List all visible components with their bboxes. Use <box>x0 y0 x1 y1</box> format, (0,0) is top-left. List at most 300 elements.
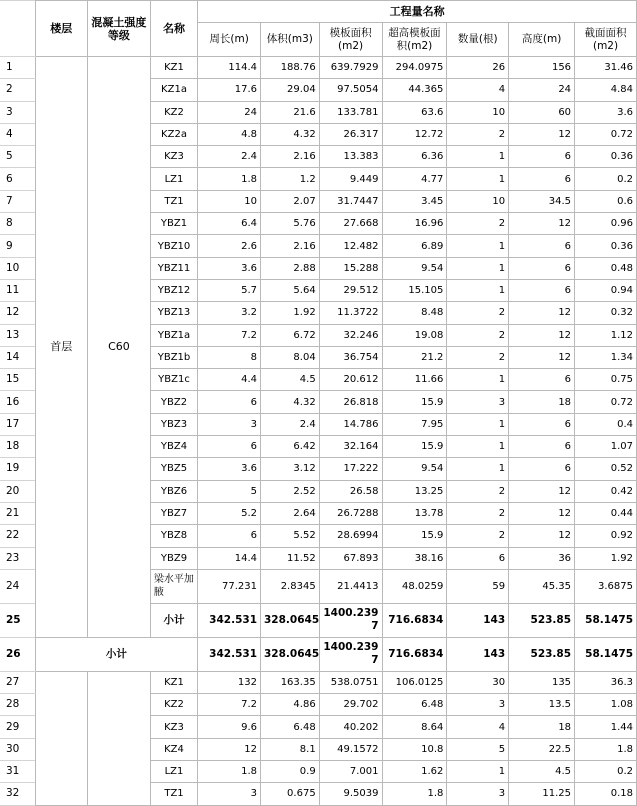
value-cell: 5.76 <box>261 213 320 235</box>
row-number: 19 <box>0 458 35 480</box>
row-number: 1 <box>0 57 35 79</box>
row-number: 27 <box>0 671 35 693</box>
value-cell: 6.48 <box>382 694 447 716</box>
value-cell: 523.85 <box>509 603 575 637</box>
component-name: YBZ13 <box>150 302 197 324</box>
value-cell: 36 <box>509 547 575 569</box>
value-cell: 6 <box>509 146 575 168</box>
value-cell: 8 <box>198 346 261 368</box>
header-group: 工程量名称 <box>198 1 637 23</box>
value-cell: 1 <box>447 257 509 279</box>
value-cell: 16.96 <box>382 213 447 235</box>
value-cell: 0.42 <box>575 480 637 502</box>
value-cell: 2.16 <box>261 146 320 168</box>
value-cell: 0.18 <box>575 783 637 805</box>
value-cell: 17.222 <box>319 458 382 480</box>
value-cell: 2 <box>447 213 509 235</box>
value-cell: 17.6 <box>198 79 261 101</box>
value-cell: 12 <box>509 525 575 547</box>
value-cell: 1.92 <box>575 547 637 569</box>
floor-cell <box>35 671 88 805</box>
component-name: LZ1 <box>150 761 197 783</box>
row-number: 4 <box>0 123 35 145</box>
value-cell: 6.42 <box>261 436 320 458</box>
row-number: 9 <box>0 235 35 257</box>
value-cell: 2.6 <box>198 235 261 257</box>
value-cell: 38.16 <box>382 547 447 569</box>
row-header-corner <box>0 1 35 57</box>
value-cell: 44.365 <box>382 79 447 101</box>
value-cell: 40.202 <box>319 716 382 738</box>
component-name: YBZ1c <box>150 369 197 391</box>
value-cell: 13.78 <box>382 502 447 524</box>
value-cell: 3.45 <box>382 190 447 212</box>
value-cell: 58.1475 <box>575 637 637 671</box>
component-name: YBZ4 <box>150 436 197 458</box>
row-number: 22 <box>0 525 35 547</box>
row-number: 14 <box>0 346 35 368</box>
value-cell: 36.754 <box>319 346 382 368</box>
value-cell: 6 <box>509 413 575 435</box>
value-cell: 12 <box>509 502 575 524</box>
component-name: KZ4 <box>150 738 197 760</box>
value-cell: 0.48 <box>575 257 637 279</box>
value-cell: 114.4 <box>198 57 261 79</box>
value-cell: 32.246 <box>319 324 382 346</box>
value-cell: 7.2 <box>198 694 261 716</box>
value-cell: 12.482 <box>319 235 382 257</box>
value-cell: 15.9 <box>382 391 447 413</box>
value-cell: 2 <box>447 302 509 324</box>
value-cell: 4.84 <box>575 79 637 101</box>
value-cell: 12.72 <box>382 123 447 145</box>
row-number: 13 <box>0 324 35 346</box>
header-section: 截面面积(m2) <box>575 23 637 57</box>
component-name: YBZ12 <box>150 279 197 301</box>
value-cell: 21.2 <box>382 346 447 368</box>
value-cell: 58.1475 <box>575 603 637 637</box>
component-name: KZ3 <box>150 146 197 168</box>
value-cell: 0.2 <box>575 761 637 783</box>
value-cell: 0.92 <box>575 525 637 547</box>
value-cell: 29.702 <box>319 694 382 716</box>
header-row-1 <box>0 1 637 23</box>
value-cell: 26 <box>447 57 509 79</box>
value-cell: 1400.2397 <box>319 637 382 671</box>
component-name: TZ1 <box>150 190 197 212</box>
value-cell: 6 <box>509 458 575 480</box>
value-cell: 10 <box>198 190 261 212</box>
value-cell: 6 <box>198 391 261 413</box>
value-cell: 13.383 <box>319 146 382 168</box>
value-cell: 7.001 <box>319 761 382 783</box>
value-cell: 1.8 <box>382 783 447 805</box>
value-cell: 2 <box>447 346 509 368</box>
value-cell: 28.6994 <box>319 525 382 547</box>
component-name: YBZ7 <box>150 502 197 524</box>
value-cell: 1 <box>447 279 509 301</box>
row-number: 23 <box>0 547 35 569</box>
value-cell: 24 <box>198 101 261 123</box>
value-cell: 5.2 <box>198 502 261 524</box>
value-cell: 60 <box>509 101 575 123</box>
value-cell: 67.893 <box>319 547 382 569</box>
value-cell: 9.449 <box>319 168 382 190</box>
value-cell: 13.25 <box>382 480 447 502</box>
value-cell: 6 <box>198 436 261 458</box>
value-cell: 11.3722 <box>319 302 382 324</box>
value-cell: 6 <box>509 257 575 279</box>
value-cell: 0.36 <box>575 146 637 168</box>
value-cell: 0.72 <box>575 123 637 145</box>
row-number: 3 <box>0 101 35 123</box>
value-cell: 14.786 <box>319 413 382 435</box>
value-cell: 5 <box>198 480 261 502</box>
table-row <box>0 57 637 79</box>
value-cell: 5.52 <box>261 525 320 547</box>
value-cell: 4.5 <box>261 369 320 391</box>
value-cell: 10 <box>447 101 509 123</box>
value-cell: 1 <box>447 168 509 190</box>
value-cell: 1.12 <box>575 324 637 346</box>
value-cell: 3 <box>447 694 509 716</box>
value-cell: 2.07 <box>261 190 320 212</box>
component-name: YBZ1 <box>150 213 197 235</box>
row-number: 2 <box>0 79 35 101</box>
value-cell: 10.8 <box>382 738 447 760</box>
subtotal-row-outer <box>0 637 637 671</box>
component-name: KZ2a <box>150 123 197 145</box>
component-name: KZ3 <box>150 716 197 738</box>
value-cell: 135 <box>509 671 575 693</box>
row-number: 32 <box>0 783 35 805</box>
value-cell: 8.64 <box>382 716 447 738</box>
value-cell: 328.0645 <box>261 603 320 637</box>
value-cell: 342.531 <box>198 637 261 671</box>
value-cell: 1.2 <box>261 168 320 190</box>
component-name: YBZ3 <box>150 413 197 435</box>
row-number: 11 <box>0 279 35 301</box>
value-cell: 0.44 <box>575 502 637 524</box>
value-cell: 1.07 <box>575 436 637 458</box>
subtotal-label: 小计 <box>150 603 197 637</box>
value-cell: 3.6 <box>198 257 261 279</box>
value-cell: 0.94 <box>575 279 637 301</box>
component-name: YBZ10 <box>150 235 197 257</box>
component-name: YBZ8 <box>150 525 197 547</box>
value-cell: 4 <box>447 716 509 738</box>
component-name: 梁水平加腋 <box>150 569 197 603</box>
value-cell: 2.4 <box>198 146 261 168</box>
value-cell: 18 <box>509 391 575 413</box>
value-cell: 29.04 <box>261 79 320 101</box>
value-cell: 2 <box>447 123 509 145</box>
row-number: 26 <box>0 637 35 671</box>
value-cell: 716.6834 <box>382 637 447 671</box>
value-cell: 18 <box>509 716 575 738</box>
row-number: 21 <box>0 502 35 524</box>
value-cell: 2.8345 <box>261 569 320 603</box>
row-number: 24 <box>0 569 35 603</box>
value-cell: 4 <box>447 79 509 101</box>
value-cell: 3.12 <box>261 458 320 480</box>
value-cell: 26.317 <box>319 123 382 145</box>
value-cell: 4.8 <box>198 123 261 145</box>
value-cell: 6 <box>509 235 575 257</box>
value-cell: 6 <box>447 547 509 569</box>
header-count: 数量(根) <box>447 23 509 57</box>
header-formwork: 模板面积(m2) <box>319 23 382 57</box>
value-cell: 342.531 <box>198 603 261 637</box>
value-cell: 0.96 <box>575 213 637 235</box>
value-cell: 3.6 <box>198 458 261 480</box>
value-cell: 3.6875 <box>575 569 637 603</box>
value-cell: 9.6 <box>198 716 261 738</box>
value-cell: 31.7447 <box>319 190 382 212</box>
component-name: TZ1 <box>150 783 197 805</box>
header-floor: 楼层 <box>35 1 88 57</box>
value-cell: 1.92 <box>261 302 320 324</box>
value-cell: 2.64 <box>261 502 320 524</box>
value-cell: 9.54 <box>382 257 447 279</box>
value-cell: 156 <box>509 57 575 79</box>
value-cell: 294.0975 <box>382 57 447 79</box>
value-cell: 6 <box>509 436 575 458</box>
value-cell: 0.4 <box>575 413 637 435</box>
value-cell: 4.32 <box>261 391 320 413</box>
value-cell: 6.89 <box>382 235 447 257</box>
value-cell: 0.72 <box>575 391 637 413</box>
component-name: YBZ9 <box>150 547 197 569</box>
component-name: YBZ1a <box>150 324 197 346</box>
value-cell: 2.52 <box>261 480 320 502</box>
component-name: KZ1 <box>150 57 197 79</box>
component-name: LZ1 <box>150 168 197 190</box>
row-number: 29 <box>0 716 35 738</box>
value-cell: 11.66 <box>382 369 447 391</box>
value-cell: 26.818 <box>319 391 382 413</box>
value-cell: 26.7288 <box>319 502 382 524</box>
value-cell: 6.72 <box>261 324 320 346</box>
value-cell: 12 <box>509 480 575 502</box>
value-cell: 1 <box>447 413 509 435</box>
value-cell: 2 <box>447 480 509 502</box>
value-cell: 12 <box>509 324 575 346</box>
component-name: YBZ6 <box>150 480 197 502</box>
value-cell: 106.0125 <box>382 671 447 693</box>
value-cell: 2 <box>447 525 509 547</box>
value-cell: 20.612 <box>319 369 382 391</box>
component-name: KZ1 <box>150 671 197 693</box>
value-cell: 11.52 <box>261 547 320 569</box>
value-cell: 24 <box>509 79 575 101</box>
value-cell: 10 <box>447 190 509 212</box>
grade-cell <box>88 671 151 805</box>
value-cell: 19.08 <box>382 324 447 346</box>
component-name: KZ2 <box>150 694 197 716</box>
value-cell: 3 <box>198 783 261 805</box>
value-cell: 4.4 <box>198 369 261 391</box>
value-cell: 1.44 <box>575 716 637 738</box>
value-cell: 97.5054 <box>319 79 382 101</box>
value-cell: 48.0259 <box>382 569 447 603</box>
value-cell: 538.0751 <box>319 671 382 693</box>
value-cell: 11.25 <box>509 783 575 805</box>
value-cell: 7.95 <box>382 413 447 435</box>
component-name: YBZ11 <box>150 257 197 279</box>
value-cell: 0.675 <box>261 783 320 805</box>
value-cell: 13.5 <box>509 694 575 716</box>
value-cell: 63.6 <box>382 101 447 123</box>
table-row <box>0 671 637 693</box>
value-cell: 3.2 <box>198 302 261 324</box>
row-number: 18 <box>0 436 35 458</box>
value-cell: 328.0645 <box>261 637 320 671</box>
value-cell: 31.46 <box>575 57 637 79</box>
value-cell: 29.512 <box>319 279 382 301</box>
grade-cell: C60 <box>88 57 151 638</box>
floor-cell: 首层 <box>35 57 88 638</box>
value-cell: 0.36 <box>575 235 637 257</box>
row-number: 8 <box>0 213 35 235</box>
value-cell: 1.8 <box>198 168 261 190</box>
value-cell: 6.36 <box>382 146 447 168</box>
value-cell: 34.5 <box>509 190 575 212</box>
row-number: 7 <box>0 190 35 212</box>
value-cell: 21.4413 <box>319 569 382 603</box>
value-cell: 30 <box>447 671 509 693</box>
value-cell: 1 <box>447 369 509 391</box>
value-cell: 163.35 <box>261 671 320 693</box>
value-cell: 6 <box>509 369 575 391</box>
value-cell: 1 <box>447 458 509 480</box>
value-cell: 6 <box>509 168 575 190</box>
component-name: YBZ1b <box>150 346 197 368</box>
value-cell: 2.4 <box>261 413 320 435</box>
value-cell: 3.6 <box>575 101 637 123</box>
value-cell: 3 <box>447 783 509 805</box>
value-cell: 2 <box>447 502 509 524</box>
value-cell: 12 <box>509 123 575 145</box>
value-cell: 6.4 <box>198 213 261 235</box>
value-cell: 0.2 <box>575 168 637 190</box>
component-name: KZ1a <box>150 79 197 101</box>
value-cell: 0.9 <box>261 761 320 783</box>
value-cell: 716.6834 <box>382 603 447 637</box>
value-cell: 0.32 <box>575 302 637 324</box>
row-number: 5 <box>0 146 35 168</box>
value-cell: 6.48 <box>261 716 320 738</box>
value-cell: 8.48 <box>382 302 447 324</box>
component-name: YBZ2 <box>150 391 197 413</box>
value-cell: 1400.2397 <box>319 603 382 637</box>
value-cell: 1 <box>447 761 509 783</box>
value-cell: 9.54 <box>382 458 447 480</box>
value-cell: 12 <box>509 346 575 368</box>
value-cell: 4.86 <box>261 694 320 716</box>
value-cell: 3 <box>447 391 509 413</box>
value-cell: 143 <box>447 603 509 637</box>
value-cell: 2.88 <box>261 257 320 279</box>
value-cell: 3 <box>198 413 261 435</box>
value-cell: 14.4 <box>198 547 261 569</box>
value-cell: 2.16 <box>261 235 320 257</box>
value-cell: 77.231 <box>198 569 261 603</box>
value-cell: 12 <box>509 302 575 324</box>
value-cell: 1.34 <box>575 346 637 368</box>
value-cell: 8.04 <box>261 346 320 368</box>
value-cell: 0.52 <box>575 458 637 480</box>
value-cell: 4.77 <box>382 168 447 190</box>
component-name: YBZ5 <box>150 458 197 480</box>
header-grade: 混凝土强度等级 <box>88 1 151 57</box>
value-cell: 1 <box>447 436 509 458</box>
value-cell: 1.8 <box>575 738 637 760</box>
component-name: KZ2 <box>150 101 197 123</box>
row-number: 6 <box>0 168 35 190</box>
value-cell: 133.781 <box>319 101 382 123</box>
value-cell: 15.288 <box>319 257 382 279</box>
value-cell: 1 <box>447 146 509 168</box>
value-cell: 1.8 <box>198 761 261 783</box>
header-perimeter: 周长(m) <box>198 23 261 57</box>
value-cell: 5.7 <box>198 279 261 301</box>
value-cell: 0.6 <box>575 190 637 212</box>
row-number: 17 <box>0 413 35 435</box>
value-cell: 639.7929 <box>319 57 382 79</box>
value-cell: 2 <box>447 324 509 346</box>
value-cell: 5.64 <box>261 279 320 301</box>
value-cell: 1 <box>447 235 509 257</box>
value-cell: 59 <box>447 569 509 603</box>
value-cell: 12 <box>509 213 575 235</box>
value-cell: 15.105 <box>382 279 447 301</box>
value-cell: 188.76 <box>261 57 320 79</box>
row-number: 12 <box>0 302 35 324</box>
value-cell: 143 <box>447 637 509 671</box>
header-volume: 体积(m3) <box>261 23 320 57</box>
header-height: 高度(m) <box>509 23 575 57</box>
row-number: 15 <box>0 369 35 391</box>
row-number: 25 <box>0 603 35 637</box>
value-cell: 9.5039 <box>319 783 382 805</box>
value-cell: 32.164 <box>319 436 382 458</box>
value-cell: 6 <box>509 279 575 301</box>
value-cell: 45.35 <box>509 569 575 603</box>
value-cell: 6 <box>198 525 261 547</box>
value-cell: 12 <box>198 738 261 760</box>
value-cell: 8.1 <box>261 738 320 760</box>
value-cell: 15.9 <box>382 436 447 458</box>
value-cell: 49.1572 <box>319 738 382 760</box>
value-cell: 27.668 <box>319 213 382 235</box>
value-cell: 22.5 <box>509 738 575 760</box>
row-number: 31 <box>0 761 35 783</box>
value-cell: 5 <box>447 738 509 760</box>
row-number: 16 <box>0 391 35 413</box>
value-cell: 7.2 <box>198 324 261 346</box>
value-cell: 15.9 <box>382 525 447 547</box>
value-cell: 4.32 <box>261 123 320 145</box>
header-name: 名称 <box>150 1 197 57</box>
row-number: 10 <box>0 257 35 279</box>
value-cell: 523.85 <box>509 637 575 671</box>
value-cell: 0.75 <box>575 369 637 391</box>
header-extra-formwork: 超高模板面积(m2) <box>382 23 447 57</box>
row-number: 28 <box>0 694 35 716</box>
value-cell: 132 <box>198 671 261 693</box>
value-cell: 26.58 <box>319 480 382 502</box>
